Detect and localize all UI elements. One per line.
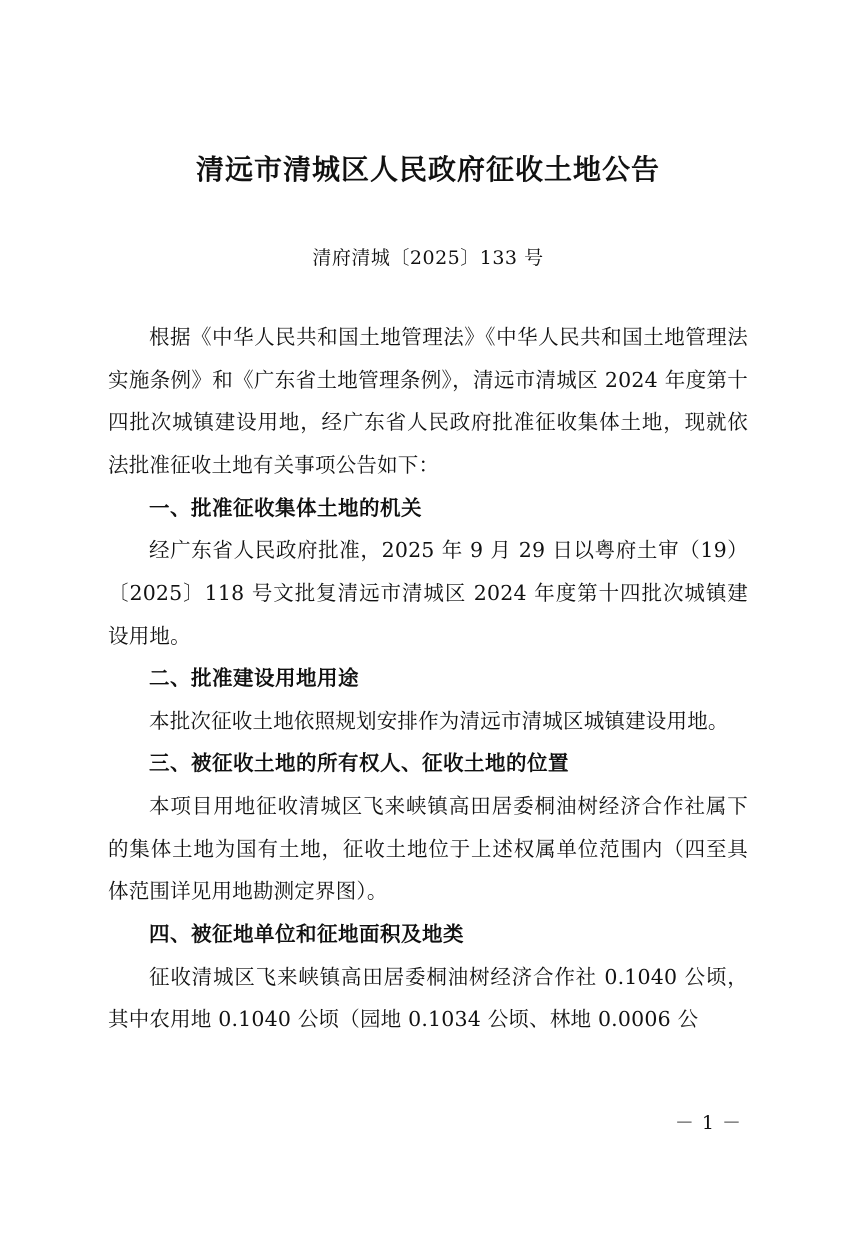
page-number: － 1 － — [674, 1112, 742, 1134]
page-title: 清远市清城区人民政府征收土地公告 — [195, 153, 660, 186]
paragraph-section-one: 经广东省人民政府批准，2025 年 9 月 29 日以粤府土审（19）〔2025〕118 号文批复清远市清城区 2024 年度第十四批次城镇建设用地。 — [108, 538, 748, 648]
section-heading-three: 三、被征收土地的所有权人、征收土地的位置 — [149, 751, 569, 776]
document-body — [108, 316, 748, 1041]
document-content — [108, 150, 748, 1041]
paragraph-intro: 根据《中华人民共和国土地管理法》《中华人民共和国土地管理法实施条例》和《广东省土地管理条例》，清远市清城区 2024 年度第十四批次城镇建设用地，经广东省人民政府批准征收集体土地，现就依法批准征收土地有关事项公告如下： — [108, 325, 748, 478]
section-heading-two: 二、批准建设用地用途 — [149, 666, 359, 691]
paragraph-section-three: 本项目用地征收清城区飞来峡镇高田居委桐油树经济合作社属下的集体土地为国有土地，征收土地位于上述权属单位范围内（四至具体范围详见用地勘测定界图）。 — [108, 794, 748, 904]
document-number: 清府清城〔2025〕133 号 — [312, 247, 544, 270]
paragraph-section-two: 本批次征收土地依照规划安排作为清远市清城区城镇建设用地。 — [149, 708, 729, 733]
section-heading-four: 四、被征地单位和征地面积及地类 — [149, 921, 464, 946]
paragraph-section-four: 征收清城区飞来峡镇高田居委桐油树经济合作社 0.1040 公顷，其中农用地 0.1040 公顷（园地 0.1034 公顷、林地 0.0006 公 — [108, 964, 748, 1032]
section-heading-one: 一、批准征收集体土地的机关 — [149, 495, 422, 520]
